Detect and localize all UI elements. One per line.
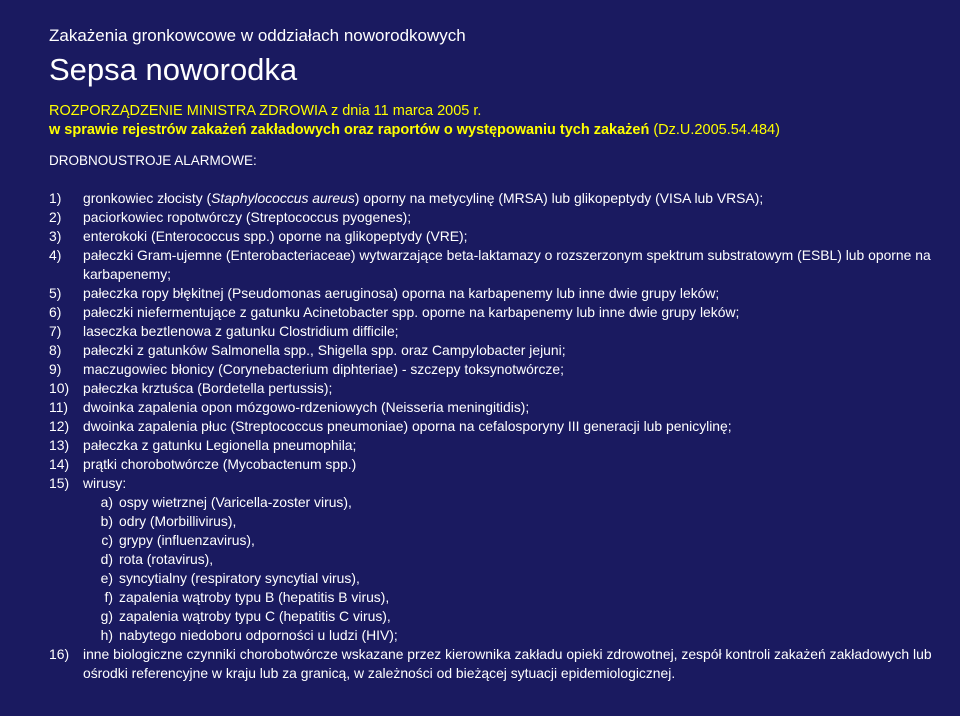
item-number: 14) (49, 456, 70, 472)
regulation-title: ROZPORZĄDZENIE MINISTRA ZDROWIA z dnia 11 marca 2005 r. (49, 103, 482, 119)
item-text: prątki chorobotwórcze (Mycobactenum spp.) (83, 456, 357, 472)
list-item (49, 436, 949, 455)
sub-list-item (49, 588, 949, 607)
list-item (49, 341, 949, 360)
list-item (49, 208, 949, 227)
sub-item-text: odry (Morbillivirus), (119, 513, 237, 529)
item-number: 15) (49, 475, 70, 491)
list-item (49, 417, 949, 436)
slide-subtitle: Zakażenia gronkowcowe w oddziałach noworodkowych (49, 26, 466, 45)
list-item (49, 227, 949, 246)
item-number: 3) (49, 228, 62, 244)
list-item (49, 246, 949, 284)
item-text (83, 189, 949, 208)
item-text: dwoinka zapalenia płuc (Streptococcus pneumoniae) oporna na cefalosporyny III generacji lub penicylinę; (83, 418, 732, 434)
item-text: dwoinka zapalenia opon mózgowo-rdzeniowych (Neisseria meningitidis); (83, 399, 530, 415)
sub-list-item (49, 550, 949, 569)
item-number: 7) (49, 323, 62, 339)
item-number: 12) (49, 418, 70, 434)
regulation-subject (49, 122, 780, 138)
item-text: maczugowiec błonicy (Corynebacterium diphteriae) - szczepy toksynotwórcze; (83, 361, 564, 377)
sub-item-text: nabytego niedoboru odporności u ludzi (HIV); (119, 627, 398, 643)
item-text: pałeczki z gatunków Salmonella spp., Shigella spp. oraz Campylobacter jejuni; (83, 342, 566, 358)
sub-list-item (49, 626, 949, 645)
list-item (49, 474, 949, 493)
list-item (49, 360, 949, 379)
list-item (49, 645, 949, 683)
item-text-pre: gronkowiec złocisty ( (83, 190, 212, 206)
sub-list-item (49, 569, 949, 588)
item-text-post: ) oporny na metycylinę (MRSA) lub glikopeptydy (VISA lub VRSA); (354, 190, 764, 206)
item-number: 5) (49, 285, 62, 301)
sub-item-text: syncytialny (respiratory syncytial virus), (119, 570, 360, 586)
sub-item-text: zapalenia wątroby typu B (hepatitis B virus), (119, 589, 390, 605)
sub-item-text: ospy wietrznej (Varicella-zoster virus), (119, 494, 352, 510)
list-item (49, 303, 949, 322)
sub-item-letter: b) (100, 513, 113, 529)
sub-item-text: zapalenia wątroby typu C (hepatitis C virus), (119, 608, 391, 624)
item-text: enterokoki (Enterococcus spp.) oporne na glikopeptydy (VRE); (83, 228, 468, 244)
alarm-list (49, 189, 949, 683)
sub-list-item (49, 493, 949, 512)
item-number: 1) (49, 190, 62, 206)
item-number: 2) (49, 209, 62, 225)
item-number: 10) (49, 380, 70, 396)
sub-item-text: rota (rotavirus), (119, 551, 214, 567)
item-text-italic: Staphylococcus aureus (211, 190, 355, 206)
item-number: 6) (49, 304, 62, 320)
list-item (49, 455, 949, 474)
sub-item-letter: c) (101, 532, 113, 548)
item-text: laseczka beztlenowa z gatunku Clostridium difficile; (83, 323, 399, 339)
item-text: pałeczka z gatunku Legionella pneumophila; (83, 437, 357, 453)
sub-list-item (49, 512, 949, 531)
sub-item-letter: e) (100, 570, 113, 586)
item-text: pałeczki Gram-ujemne (Enterobacteriaceae) wytwarzające beta-laktamazy o rozszerzonym spektrum substratowym (ESBL) lub oporne na karbapenemy; (83, 247, 931, 282)
list-item (49, 398, 949, 417)
item-text: pałeczka krztuśca (Bordetella pertussis); (83, 380, 333, 396)
item-text: pałeczki niefermentujące z gatunku Acinetobacter spp. oporne na karbapenemy lub inne dwie grupy leków; (83, 304, 740, 320)
list-item (49, 379, 949, 398)
sub-list-item (49, 607, 949, 626)
list-item (49, 322, 949, 341)
item-number: 11) (49, 399, 69, 415)
item-text: pałeczka ropy błękitnej (Pseudomonas aeruginosa) oporna na karbapenemy lub inne dwie grupy leków; (83, 285, 720, 301)
sub-item-text: grypy (influenzavirus), (119, 532, 255, 548)
sub-item-letter: f) (104, 589, 113, 605)
item-number: 9) (49, 361, 62, 377)
item-number: 8) (49, 342, 62, 358)
item-text: paciorkowiec ropotwórczy (Streptococcus pyogenes); (83, 209, 412, 225)
item-text: wirusy: (83, 475, 127, 491)
sub-item-letter: h) (100, 627, 113, 643)
sub-item-letter: d) (100, 551, 113, 567)
list-item (49, 284, 949, 303)
sub-list-item (49, 531, 949, 550)
regulation-subject-text: w sprawie rejestrów zakażeń zakładowych oraz raportów o występowaniu tych zakażeń (49, 122, 650, 138)
list-item (49, 189, 949, 208)
item-number: 16) (49, 646, 70, 662)
sub-item-letter: g) (100, 608, 113, 624)
alarm-heading: DROBNOUSTROJE ALARMOWE: (49, 153, 257, 168)
item-number: 13) (49, 437, 70, 453)
slide-title: Sepsa noworodka (49, 52, 298, 87)
item-number: 4) (49, 247, 62, 263)
item-text: inne biologiczne czynniki chorobotwórcze wskazane przez kierownika zakładu opieki zdrowotnej, zespół kontroli zakażeń zakładowych lub ośrodki referencyjne w kraju lub za granicą, w zależności od bieżącej sytuacji epidemiologicznej. (83, 646, 932, 681)
regulation-reference: (Dz.U.2005.54.484) (649, 122, 780, 138)
sub-item-letter: a) (100, 494, 113, 510)
